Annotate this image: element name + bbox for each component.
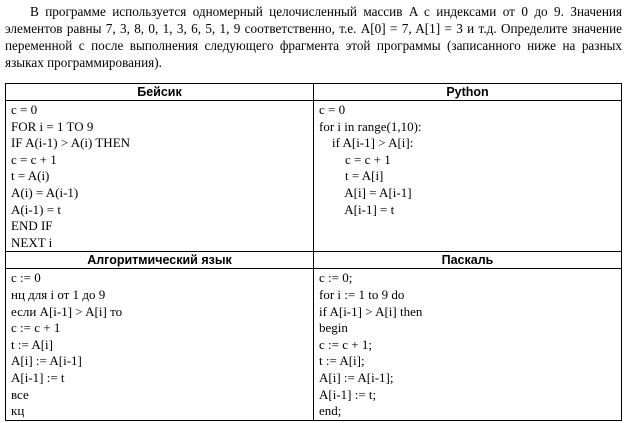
code-line: A(i) = A(i-1): [11, 184, 79, 200]
pascal-code: [314, 269, 622, 420]
code-line: A[i] = A[i-1]: [319, 184, 412, 200]
basic-header: Бейсик: [6, 84, 314, 101]
code-line: t = A[i]: [319, 168, 384, 184]
code-line: if A[i-1] > A[i] then: [319, 303, 423, 319]
pascal-header: Паскаль: [314, 252, 622, 269]
code-line: кц: [11, 403, 25, 419]
code-line: IF A(i-1) > A(i) THEN: [11, 135, 131, 151]
code-line: все: [11, 386, 29, 402]
header-row: [6, 84, 622, 101]
code-line: if A[i-1] > A[i]:: [319, 135, 414, 151]
problem-text: В программе используется одномерный целочисленный массив A с индексами от 0 до 9. Значения элементов равны 7, 3, 8, 0, 1, 3, 6, 5, 1, 9 соответственно, т.е. A[0] = 7, A[1] = 3 и т.д. Определите значение переменной c после выполнения следующего фрагмента этой программы (записанного ниже на разных языках программирования).: [5, 4, 622, 70]
basic-code: [6, 101, 314, 252]
code-line: если A[i-1] > A[i] то: [11, 303, 123, 319]
code-line: c = 0: [319, 102, 346, 117]
code-table: [5, 83, 622, 421]
code-line: c := c + 1;: [319, 336, 372, 352]
code-line: A[i] := A[i-1]: [11, 353, 82, 369]
code-row: [6, 269, 622, 420]
code-line: c := 0;: [319, 270, 353, 286]
code-line: for i in range(1,10):: [319, 118, 422, 134]
algo-header: Алгоритмический язык: [6, 252, 314, 269]
problem-statement: [5, 3, 622, 71]
code-line: END IF: [11, 218, 53, 234]
code-line: c = c + 1: [11, 151, 57, 167]
code-line: нц для i от 1 до 9: [11, 286, 106, 302]
code-line: A[i] := A[i-1];: [319, 369, 394, 385]
code-line: begin: [319, 320, 348, 336]
code-line: NEXT i: [11, 234, 53, 250]
code-line: FOR i = 1 TO 9: [11, 118, 94, 134]
code-line: t = A(i): [11, 168, 50, 184]
header-row: [6, 252, 622, 269]
code-row: [6, 101, 622, 252]
algo-code: [6, 269, 314, 420]
code-line: t := A[i];: [319, 353, 365, 369]
code-line: A[i-1] := t: [11, 369, 65, 385]
code-line: t := A[i]: [11, 336, 53, 352]
code-line: c = c + 1: [319, 151, 391, 167]
code-line: c := 0: [11, 270, 41, 286]
python-code: [314, 101, 622, 252]
code-line: for i := 1 to 9 do: [319, 286, 405, 302]
code-line: c := c + 1: [11, 320, 61, 336]
code-line: end;: [319, 403, 342, 419]
code-line: A[i-1] := t;: [319, 386, 377, 402]
python-header: Python: [314, 84, 622, 101]
code-line: A[i-1] = t: [319, 201, 395, 217]
code-line: A(i-1) = t: [11, 201, 61, 217]
code-line: c = 0: [11, 102, 38, 117]
